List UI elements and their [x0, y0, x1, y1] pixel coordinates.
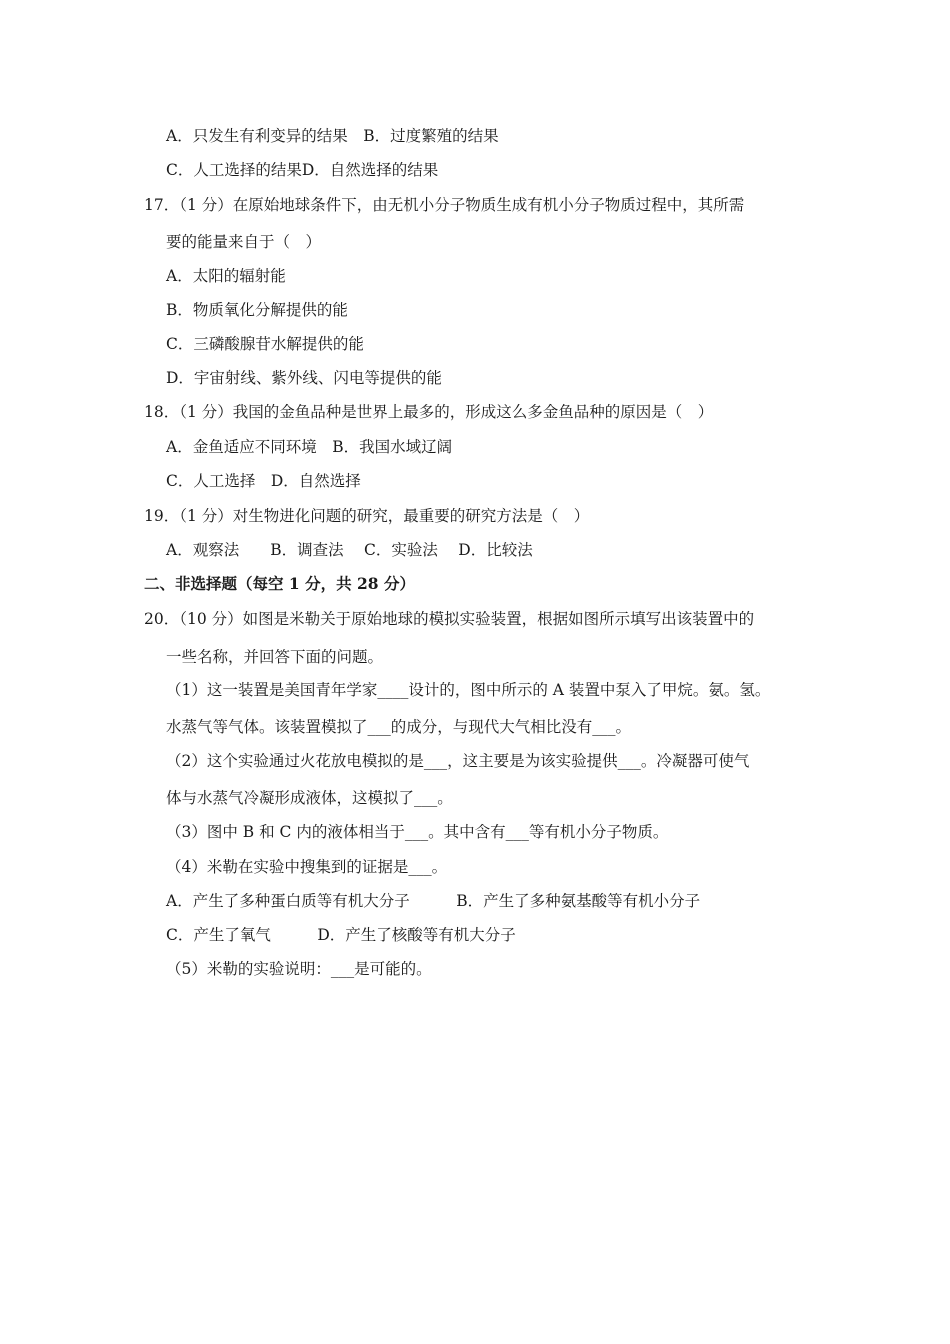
- q19-options: A．观察法 B．调查法 C．实验法 D．比较法: [166, 541, 533, 559]
- q17-option-d: D．宇宙射线、紫外线、闪电等提供的能: [166, 369, 442, 387]
- q17-option-c: C．三磷酸腺苷水解提供的能: [166, 335, 364, 353]
- q20-stem-line1: 20．（10 分）如图是米勒关于原始地球的模拟实验装置，根据如图所示填写出该装置中的: [144, 610, 755, 628]
- q20-part1-line1: （1）这一装置是美国青年学家____设计的，图中所示的 A 装置中泵入了甲烷。氨。氢。: [166, 681, 771, 699]
- q18-stem: 18．（1 分）我国的金鱼品种是世界上最多的，形成这么多金鱼品种的原因是（ ）: [144, 403, 714, 421]
- q20-part2-line1: （2）这个实验通过火花放电模拟的是___，这主要是为该实验提供___。冷凝器可使气: [166, 752, 750, 770]
- q20-part2-line2: 体与水蒸气冷凝形成液体，这模拟了___。: [166, 789, 453, 807]
- q20-part4-option-ab: A．产生了多种蛋白质等有机大分子 B．产生了多种氨基酸等有机小分子: [166, 892, 701, 910]
- q18-option-cd: C．人工选择 D．自然选择: [166, 472, 361, 490]
- q19-stem: 19．（1 分）对生物进化问题的研究，最重要的研究方法是（ ）: [144, 507, 590, 525]
- q16-option-cd: C．人工选择的结果D．自然选择的结果: [166, 161, 439, 179]
- q17-stem-line2: 要的能量来自于（ ）: [166, 233, 322, 251]
- section-heading: 二、非选择题（每空 1 分，共 28 分）: [144, 574, 415, 593]
- q20-part4: （4）米勒在实验中搜集到的证据是___。: [166, 858, 448, 876]
- q17-stem-line1: 17．（1 分）在原始地球条件下，由无机小分子物质生成有机小分子物质过程中，其所需: [144, 196, 745, 214]
- q17-option-b: B．物质氧化分解提供的能: [166, 301, 348, 319]
- q18-option-ab: A．金鱼适应不同环境 B．我国水域辽阔: [166, 438, 453, 456]
- q20-part4-option-cd: C．产生了氧气 D．产生了核酸等有机大分子: [166, 926, 516, 944]
- q20-part1-line2: 水蒸气等气体。该装置模拟了___的成分，与现代大气相比没有___。: [166, 718, 632, 736]
- q17-option-a: A．太阳的辐射能: [166, 267, 286, 285]
- q20-stem-line2: 一些名称，并回答下面的问题。: [166, 648, 384, 666]
- q20-part5: （5）米勒的实验说明：___是可能的。: [166, 960, 432, 978]
- q20-part3: （3）图中 B 和 C 内的液体相当于___。其中含有___等有机小分子物质。: [166, 823, 669, 841]
- q16-option-ab: A．只发生有利变异的结果 B．过度繁殖的结果: [166, 127, 499, 145]
